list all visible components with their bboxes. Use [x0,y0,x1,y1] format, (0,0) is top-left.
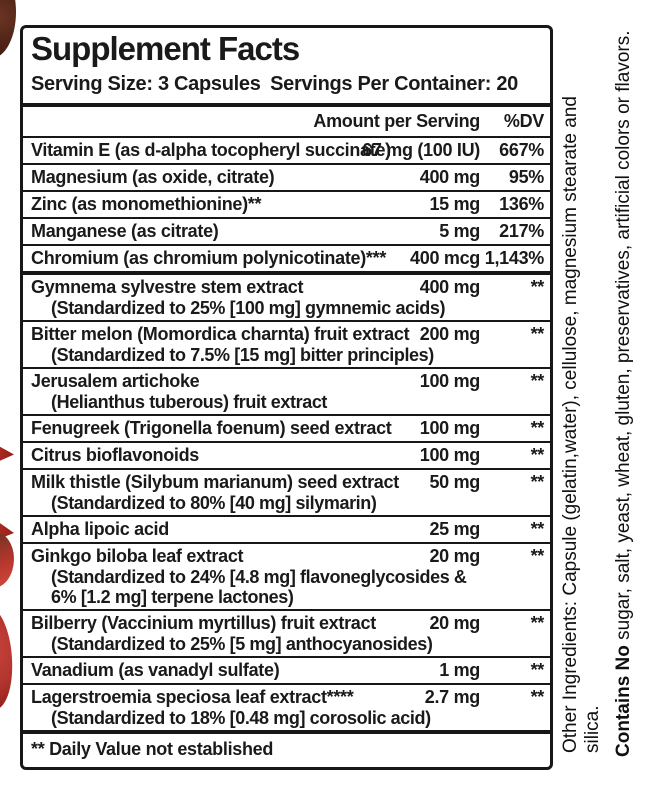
contains-no-text: sugar, salt, yeast, wheat, gluten, preservatives, artificial colors or flavors. [613,30,634,646]
amount-column-header: Amount per Serving [313,111,480,131]
ingredient-amount: 100 mg [419,445,480,465]
ingredient-name: Bilberry (Vaccinium myrtillus) fruit extract [31,613,376,633]
serving-info-row [30,67,544,103]
ingredient-dv: ** [530,324,544,344]
servings-per-container-label: Servings Per Container: 20 [270,73,518,95]
ingredient-standardization: (Standardized to 80% [40 mg] silymarin) [51,493,377,513]
ingredient-amount: 50 mg [429,472,480,492]
table-row [30,165,544,190]
dv-column-header: %DV [503,111,544,131]
ingredient-dv: ** [530,418,544,438]
ingredient-dv: ** [530,613,544,633]
ingredient-dv: ** [530,472,544,492]
ingredient-amount: 67 mg (100 IU) [362,140,480,160]
daily-value-footnote: ** Daily Value not established [31,739,274,759]
table-row [30,192,544,217]
contains-no-vertical-text [613,22,635,757]
ingredient-dv: ** [530,687,544,707]
ingredient-name: Lagerstroemia speciosa leaf extract**** [31,687,354,707]
ingredient-name: Gymnema sylvestre stem extract [31,277,304,297]
ingredient-amount: 100 mg [419,418,480,438]
ingredient-amount: 2.7 mg [424,687,480,707]
ingredient-name: Jerusalem artichoke [31,371,200,391]
ingredient-name: Chromium (as chromium polynicotinate)*** [31,248,387,268]
background-photo-fragment-red-petal [0,438,14,468]
ingredient-standardization: (Standardized to 18% [0.48 mg] corosolic acid) [51,708,431,728]
ingredient-amount: 200 mg [419,324,480,344]
ingredient-standardization: 6% [1.2 mg] terpene lactones) [51,587,294,607]
ingredient-name: Milk thistle (Silybum marianum) seed extract [31,472,399,492]
ingredient-dv: 136% [499,194,544,214]
ingredient-name: Manganese (as citrate) [31,221,219,241]
table-row [30,416,544,441]
ingredient-name: Magnesium (as oxide, citrate) [31,167,275,187]
ingredient-dv: ** [530,546,544,566]
background-photo-fragment-red [0,604,17,712]
ingredient-amount: 1 mg [439,660,480,680]
ingredient-name: Zinc (as monomethionine)** [31,194,262,214]
supplement-facts-panel [20,25,553,770]
ingredient-amount: 400 mcg [410,248,480,268]
ingredient-amount: 400 mg [419,277,480,297]
ingredient-amount: 15 mg [429,194,480,214]
table-row [30,470,544,515]
table-row [30,611,544,656]
table-row [30,275,544,320]
ingredient-dv: 217% [499,221,544,241]
ingredient-standardization: (Standardized to 25% [100 mg] gymnemic acids) [51,298,446,318]
table-row [30,322,544,367]
ingredient-standardization: (Standardized to 24% [4.8 mg] flavoneglycosides & [51,567,467,587]
ingredient-name: Alpha lipoic acid [31,519,169,539]
panel-title: Supplement Facts [31,30,300,67]
background-photo-fragment-brown [0,0,16,58]
ingredient-standardization: (Helianthus tuberous) fruit extract [51,392,328,412]
ingredient-dv: 667% [499,140,544,160]
table-row [30,369,544,414]
table-row [30,544,544,609]
ingredient-name: Vanadium (as vanadyl sulfate) [31,660,280,680]
ingredient-amount: 25 mg [429,519,480,539]
background-photo-fragment-red [0,532,14,588]
ingredient-dv: ** [530,519,544,539]
table-row [30,658,544,683]
ingredient-name: Bitter melon (Momordica charnta) fruit extract [31,324,410,344]
ingredient-dv: 95% [508,167,544,187]
table-row [30,246,544,271]
ingredient-name: Citrus bioflavonoids [31,445,200,465]
ingredient-dv: ** [530,445,544,465]
ingredient-dv: ** [530,371,544,391]
ingredient-amount: 100 mg [419,371,480,391]
table-row [30,517,544,542]
ingredient-standardization: (Standardized to 7.5% [15 mg] bitter principles) [51,345,434,365]
ingredient-dv: ** [530,660,544,680]
table-row [30,685,544,730]
ingredient-dv: ** [530,277,544,297]
ingredient-name: Fenugreek (Trigonella foenum) seed extract [31,418,392,438]
table-row [30,219,544,244]
ingredient-name: Vitamin E (as d-alpha tocopheryl succinate) [31,140,391,160]
other-ingredients-text: Other Ingredients: Capsule (gelatin,water), cellulose, magnesium stearate and silica. [560,96,603,753]
serving-size-label: Serving Size: 3 Capsules [31,73,261,95]
contains-no-bold-prefix: Contains No [613,645,634,757]
ingredient-name: Ginkgo biloba leaf extract [31,546,244,566]
other-ingredients-vertical-text [560,53,603,753]
ingredient-dv: 1,143% [484,248,544,268]
table-row [30,443,544,468]
table-row [30,138,544,163]
ingredient-amount: 400 mg [419,167,480,187]
ingredient-standardization: (Standardized to 25% [5 mg] anthocyanosides) [51,634,433,654]
ingredient-amount: 5 mg [439,221,480,241]
ingredient-amount: 20 mg [429,613,480,633]
column-header-row [30,107,544,136]
ingredient-amount: 20 mg [429,546,480,566]
